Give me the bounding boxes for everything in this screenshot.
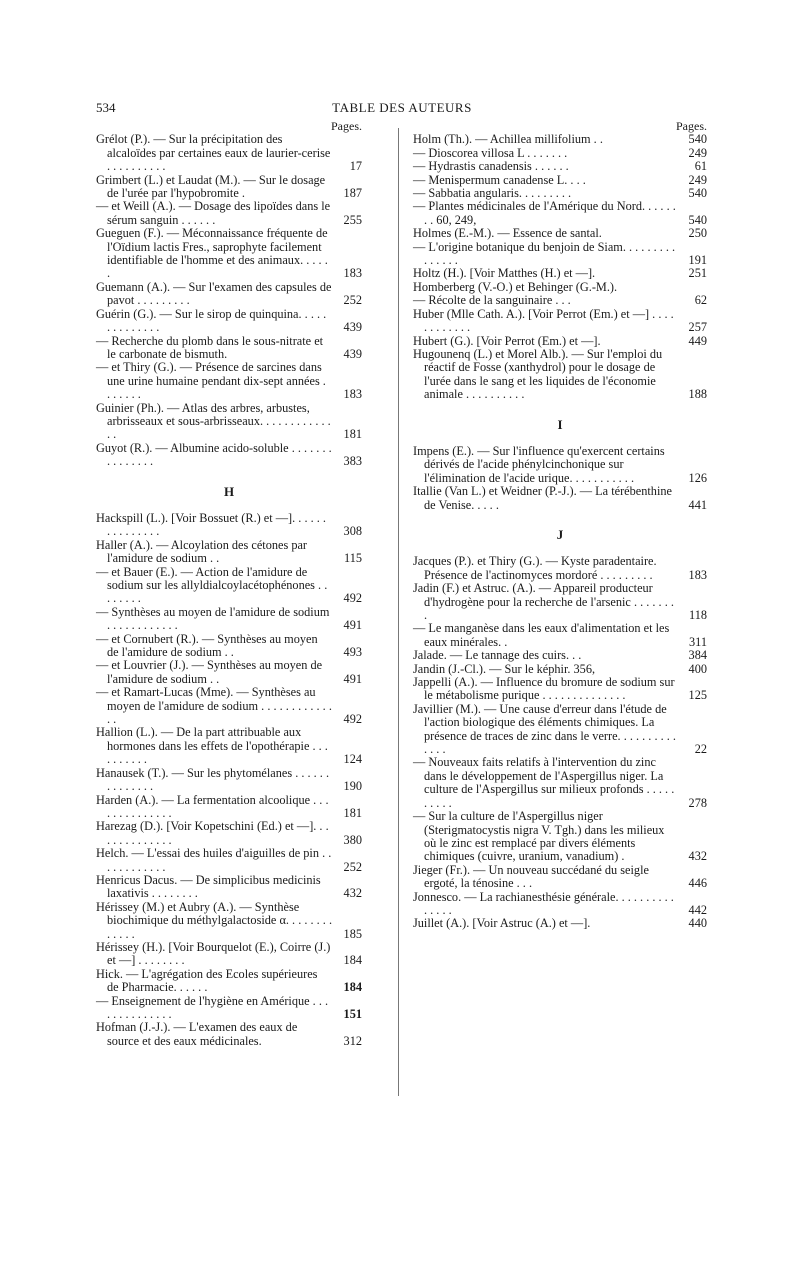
entry-page: 439 bbox=[343, 320, 362, 335]
entry-page: 185 bbox=[343, 926, 362, 941]
index-entry bbox=[413, 485, 707, 512]
index-entry bbox=[413, 917, 707, 930]
entry-page: 190 bbox=[343, 779, 362, 794]
index-entry bbox=[413, 200, 707, 227]
entry-text: Hérissey (H.). [Voir Bourquelot (E.), Coirre (J.) et —] . . . . . . . . bbox=[96, 939, 331, 968]
section-letter: I bbox=[557, 416, 563, 432]
entry-text: — Sur la culture de l'Aspergillus niger (Sterigmatocystis nigra V. Tgh.) dans les milieux où le zinc est remplacé par divers éléments chimiques (cuivre, uranium, vanadium) . bbox=[413, 809, 665, 864]
entry-text: Grélot (P.). — Sur la précipitation des alcaloïdes par certaines eaux de laurier-cerise . . . . . . . . . . bbox=[96, 132, 331, 174]
index-entry bbox=[413, 756, 707, 810]
entry-page: 432 bbox=[688, 849, 707, 864]
index-entry bbox=[96, 847, 362, 874]
entry-text: Gueguen (F.). — Méconnaissance fréquente de l'Oïdium lactis Fres., saprophyte facilement identifiable de l'homme et des animaux. . . . . . bbox=[96, 226, 328, 281]
entry-page: 183 bbox=[343, 266, 362, 281]
entry-page: 17 bbox=[349, 159, 362, 174]
index-entry bbox=[413, 582, 707, 622]
entry-page: 124 bbox=[343, 752, 362, 767]
entry-text: Hackspill (L.). [Voir Bossuet (R.) et —]. . . . . . . . . . . . . . . bbox=[96, 510, 326, 539]
entry-page: 181 bbox=[343, 427, 362, 442]
entry-text: Guemann (A.). — Sur l'examen des capsules de pavot . . . . . . . . . bbox=[96, 279, 332, 308]
entry-text: Jadin (F.) et Astruc. (A.). — Appareil producteur d'hydrogène pour la recherche de l'arsenic . . . . . . . . bbox=[413, 581, 674, 622]
entry-text: Jonnesco. — La rachianesthésie générale. . . . . . . . . . . . . . . bbox=[413, 889, 674, 917]
entry-text: — et Weill (A.). — Dosage des lipoïdes dans le sérum sanguin . . . . . . bbox=[96, 199, 331, 227]
index-entry bbox=[96, 335, 362, 362]
index-entry bbox=[413, 227, 707, 240]
index-entry bbox=[96, 281, 362, 308]
entry-page: 492 bbox=[343, 712, 362, 727]
index-entry bbox=[96, 767, 362, 794]
entry-page: 380 bbox=[343, 832, 362, 847]
index-entry bbox=[96, 402, 362, 442]
entry-page: 491 bbox=[343, 671, 362, 686]
entry-text: — Recherche du plomb dans le sous-nitrate et le carbonate de bismuth. bbox=[96, 333, 324, 361]
entry-page: 540 bbox=[688, 186, 707, 201]
entry-page: 432 bbox=[343, 886, 362, 901]
entry-page: 257 bbox=[688, 320, 707, 335]
index-entry bbox=[96, 820, 362, 847]
entry-page: 249 bbox=[688, 172, 707, 187]
entry-page: 492 bbox=[343, 591, 362, 606]
index-entry bbox=[413, 622, 707, 649]
entry-page: 151 bbox=[343, 1007, 362, 1021]
entry-page: 115 bbox=[344, 551, 362, 566]
entry-text: Harezag (D.). [Voir Kopetschini (Ed.) et —]. . . . . . . . . . . . . . bbox=[96, 819, 329, 847]
index-entry bbox=[413, 281, 707, 294]
entry-page: 278 bbox=[688, 795, 707, 810]
entry-text: — Le manganèse dans les eaux d'alimentation et les eaux minérales. . bbox=[413, 621, 670, 649]
index-entry bbox=[413, 891, 707, 918]
entry-text: Hofman (J.-J.). — L'examen des eaux de source et des eaux médicinales. bbox=[96, 1020, 298, 1048]
entry-page: 441 bbox=[688, 497, 707, 512]
entry-text: Holmes (E.-M.). — Essence de santal. bbox=[413, 226, 602, 241]
entry-text: — Sabbatia angularis. . . . . . . . . bbox=[413, 186, 572, 201]
entry-page: 252 bbox=[343, 293, 362, 308]
index-entry bbox=[413, 555, 707, 582]
entry-page: 493 bbox=[343, 645, 362, 660]
entry-page: 400 bbox=[688, 661, 707, 676]
entry-page: 384 bbox=[688, 648, 707, 663]
entry-text: Grimbert (L.) et Laudat (M.). — Sur le dosage de l'urée par l'hypobromite . bbox=[96, 172, 326, 201]
entry-page: 439 bbox=[343, 346, 362, 361]
entry-page: 383 bbox=[343, 454, 362, 469]
index-entry bbox=[413, 241, 707, 268]
entry-text: Javillier (M.). — Une cause d'erreur dans l'étude de l'action biologique des éléments chimiques. La présence de traces de zinc dans le verre. . . . . . . . . . . . . . bbox=[413, 701, 676, 757]
section-letter: J bbox=[556, 526, 564, 542]
page-title: TABLE DES AUTEURS bbox=[332, 100, 472, 115]
entry-text: — et Bauer (E.). — Action de l'amidure de sodium sur les allyldialcoylacétophénones . . . . . . . . bbox=[96, 564, 328, 606]
index-entry bbox=[413, 649, 707, 662]
entry-text: Harden (A.). — La fermentation alcoolique . . . . . . . . . . . . . . bbox=[96, 792, 329, 820]
entry-text: Helch. — L'essai des huiles d'aiguilles de pin . . . . . . . . . . . . bbox=[96, 846, 332, 874]
entry-text: — Dioscorea villosa L . . . . . . . bbox=[413, 145, 568, 160]
entry-text: — Récolte de la sanguinaire . . . bbox=[413, 293, 571, 308]
entry-page: 191 bbox=[688, 253, 707, 268]
entry-text: — Plantes médicinales de l'Amérique du Nord. . . . . . . . 60, 249, bbox=[413, 199, 676, 227]
entry-text: Holm (Th.). — Achillea millifolium . . bbox=[413, 132, 603, 147]
entry-text: — et Thiry (G.). — Présence de sarcines dans une urine humaine pendant dix-sept années . . . . . . . bbox=[96, 360, 326, 402]
index-entry bbox=[96, 686, 362, 726]
entry-text: Homberberg (V.-O.) et Behinger (G.-M.). bbox=[413, 279, 618, 294]
index-entry bbox=[96, 361, 362, 401]
entry-text: Jappelli (A.). — Influence du bromure de sodium sur le métabolisme purique . . . . . . . . . . . . . . bbox=[413, 675, 675, 703]
index-entry bbox=[96, 308, 362, 335]
page-header bbox=[96, 100, 708, 120]
entry-page: 183 bbox=[688, 567, 707, 582]
entry-text: Itallie (Van L.) et Weidner (P.-J.). — La térébenthine de Venise. . . . . bbox=[413, 484, 672, 512]
index-entry bbox=[413, 187, 707, 200]
entry-page: 183 bbox=[343, 387, 362, 402]
entry-page: 311 bbox=[689, 634, 707, 649]
index-entry bbox=[413, 703, 707, 757]
entry-page: 181 bbox=[343, 805, 362, 820]
entry-text: — Enseignement de l'hygiène en Amérique . . . . . . . . . . . . . . bbox=[96, 993, 329, 1021]
index-entry bbox=[96, 200, 362, 227]
entry-text: Huber (Mlle Cath. A.). [Voir Perrot (Em.) et —] . . . . . . . . . . . . bbox=[413, 306, 674, 335]
entry-page: 312 bbox=[343, 1033, 362, 1048]
page-number: 534 bbox=[96, 100, 116, 115]
left-entry-list bbox=[96, 133, 362, 1048]
entry-text: — et Ramart-Lucas (Mme). — Synthèses au moyen de l'amidure de sodium . . . . . . . . . . . . . . bbox=[96, 685, 332, 727]
index-entry bbox=[413, 160, 707, 173]
index-entry bbox=[96, 512, 362, 539]
index-entry bbox=[413, 445, 707, 485]
pages-label: Pages. bbox=[676, 119, 707, 133]
index-entry bbox=[96, 1021, 362, 1048]
entry-page: 125 bbox=[688, 688, 707, 703]
section-letter: H bbox=[223, 483, 235, 499]
entry-text: Holtz (H.). [Voir Matthes (H.) et —]. bbox=[413, 266, 596, 281]
index-entry bbox=[413, 348, 707, 402]
index-entry bbox=[413, 810, 707, 864]
index-entry bbox=[96, 566, 362, 606]
entry-page: 442 bbox=[688, 902, 707, 917]
entry-page: 491 bbox=[343, 618, 362, 633]
index-entry bbox=[96, 659, 362, 686]
entry-text: Hick. — L'agrégation des Ecoles supérieures de Pharmacie. . . . . . bbox=[96, 966, 318, 995]
entry-text: Hérissey (M.) et Aubry (A.). — Synthèse biochimique du méthylgalactoside α. . . . . . . . . . . . . bbox=[96, 899, 333, 941]
entry-text: — Hydrastis canadensis . . . . . . bbox=[413, 159, 569, 174]
pages-label: Pages. bbox=[331, 119, 362, 133]
entry-text: Jalade. — Le tannage des cuirs. . . bbox=[413, 648, 582, 663]
right-column bbox=[413, 120, 707, 931]
index-entry bbox=[96, 539, 362, 566]
entry-page: 22 bbox=[694, 742, 707, 757]
left-column bbox=[96, 120, 362, 1048]
entry-text: Guyot (R.). — Albumine acido-soluble . . . . . . . . . . . . . . . bbox=[96, 440, 332, 469]
entry-text: Henricus Dacus. — De simplicibus medicinis laxativis . . . . . . . . bbox=[96, 872, 321, 901]
entry-page: 250 bbox=[688, 226, 707, 241]
index-entry bbox=[96, 442, 362, 469]
entry-page: 540 bbox=[688, 212, 707, 227]
entry-page: 449 bbox=[688, 333, 707, 348]
entry-page: 249 bbox=[688, 145, 707, 160]
entry-text: Jacques (P.). et Thiry (G.). — Kyste paradentaire. Présence de l'actinomyces mordoré . . . . . . . . . bbox=[413, 554, 657, 582]
index-entry bbox=[413, 864, 707, 891]
entry-text: — L'origine botanique du benjoin de Siam. . . . . . . . . . . . . . . bbox=[413, 239, 676, 268]
index-entry bbox=[413, 294, 707, 307]
index-entry bbox=[96, 726, 362, 766]
entry-page: 540 bbox=[688, 132, 707, 147]
entry-page: 126 bbox=[688, 470, 707, 485]
entry-text: Hugounenq (L.) et Morel Alb.). — Sur l'emploi du réactif de Fosse (xanthydrol) pour le dosage de l'urée dans le sang et les liquides de l'économie animale . . . . . . . . . . bbox=[413, 346, 663, 402]
index-entry bbox=[96, 174, 362, 201]
entry-text: Jandin (J.-Cl.). — Sur le képhir. 356, bbox=[413, 661, 596, 676]
index-entry bbox=[413, 174, 707, 187]
entry-page: 252 bbox=[343, 859, 362, 874]
entry-text: Juillet (A.). [Voir Astruc (A.) et —]. bbox=[413, 916, 591, 931]
entry-page: 187 bbox=[343, 186, 362, 201]
index-entry bbox=[96, 995, 362, 1022]
entry-page: 251 bbox=[688, 266, 707, 281]
entry-page: 255 bbox=[343, 212, 362, 227]
entry-text: — Synthèses au moyen de l'amidure de sodium . . . . . . . . . . . . bbox=[96, 604, 330, 633]
entry-text: Hanausek (T.). — Sur les phytomélanes . . . . . . . . . . . . . . bbox=[96, 765, 330, 794]
entry-text: — Menispermum canadense L. . . . bbox=[413, 172, 586, 187]
index-entry bbox=[413, 147, 707, 160]
index-entry bbox=[96, 227, 362, 281]
entry-page: 446 bbox=[688, 876, 707, 891]
entry-page: 308 bbox=[343, 524, 362, 539]
entry-page: 62 bbox=[694, 293, 707, 308]
index-entry bbox=[413, 267, 707, 280]
entry-page: 184 bbox=[343, 953, 362, 968]
index-entry bbox=[413, 663, 707, 676]
entry-text: Haller (A.). — Alcoylation des cétones par l'amidure de sodium . . bbox=[96, 537, 308, 566]
entry-text: — Nouveaux faits relatifs à l'intervention du zinc dans le développement de l'Aspergillus niger. La culture de l'Aspergillus sur milieux profonds . . . . . . . . . . bbox=[413, 755, 675, 810]
index-entry bbox=[413, 335, 707, 348]
entry-text: — et Cornubert (R.). — Synthèses au moyen de l'amidure de sodium . . bbox=[96, 631, 318, 660]
index-entry bbox=[96, 633, 362, 660]
entry-page: 184 bbox=[343, 980, 362, 995]
entry-text: Impens (E.). — Sur l'influence qu'exercent certains dérivés de l'acide phénylcinchonique sur l'élimination de l'acide urique. . . . . . . . . . . bbox=[413, 443, 665, 485]
entry-text: Guinier (Ph.). — Atlas des arbres, arbustes, arbrisseaux et sous-arbrisseaux. . . . . . . . . . . . . . bbox=[96, 400, 331, 442]
entry-page: 440 bbox=[688, 916, 707, 931]
index-entry bbox=[413, 133, 707, 146]
index-entry bbox=[96, 606, 362, 633]
index-entry bbox=[413, 308, 707, 335]
index-entry bbox=[96, 941, 362, 968]
entry-text: Hallion (L.). — De la part attribuable aux hormones dans les effets de l'opothérapie . . . . . . . . . . bbox=[96, 725, 328, 767]
entry-page: 118 bbox=[689, 608, 707, 622]
entry-text: Guérin (G.). — Sur le sirop de quinquina. . . . . . . . . . . . . . bbox=[96, 306, 327, 335]
entry-page: 61 bbox=[694, 159, 707, 174]
index-entry bbox=[96, 133, 362, 173]
right-entry-list bbox=[413, 133, 707, 930]
index-entry bbox=[413, 676, 707, 703]
entry-text: — et Louvrier (J.). — Synthèses au moyen de l'amidure de sodium . . bbox=[96, 658, 323, 686]
index-entry bbox=[96, 874, 362, 901]
index-entry bbox=[96, 901, 362, 941]
column-divider bbox=[398, 128, 399, 1096]
index-entry bbox=[96, 968, 362, 995]
entry-page: 188 bbox=[688, 387, 707, 402]
entry-text: Hubert (G.). [Voir Perrot (Em.) et —]. bbox=[413, 333, 601, 348]
index-entry bbox=[96, 794, 362, 821]
entry-text: Jieger (Fr.). — Un nouveau succédané du seigle ergoté, la ténosine . . . bbox=[413, 862, 649, 891]
